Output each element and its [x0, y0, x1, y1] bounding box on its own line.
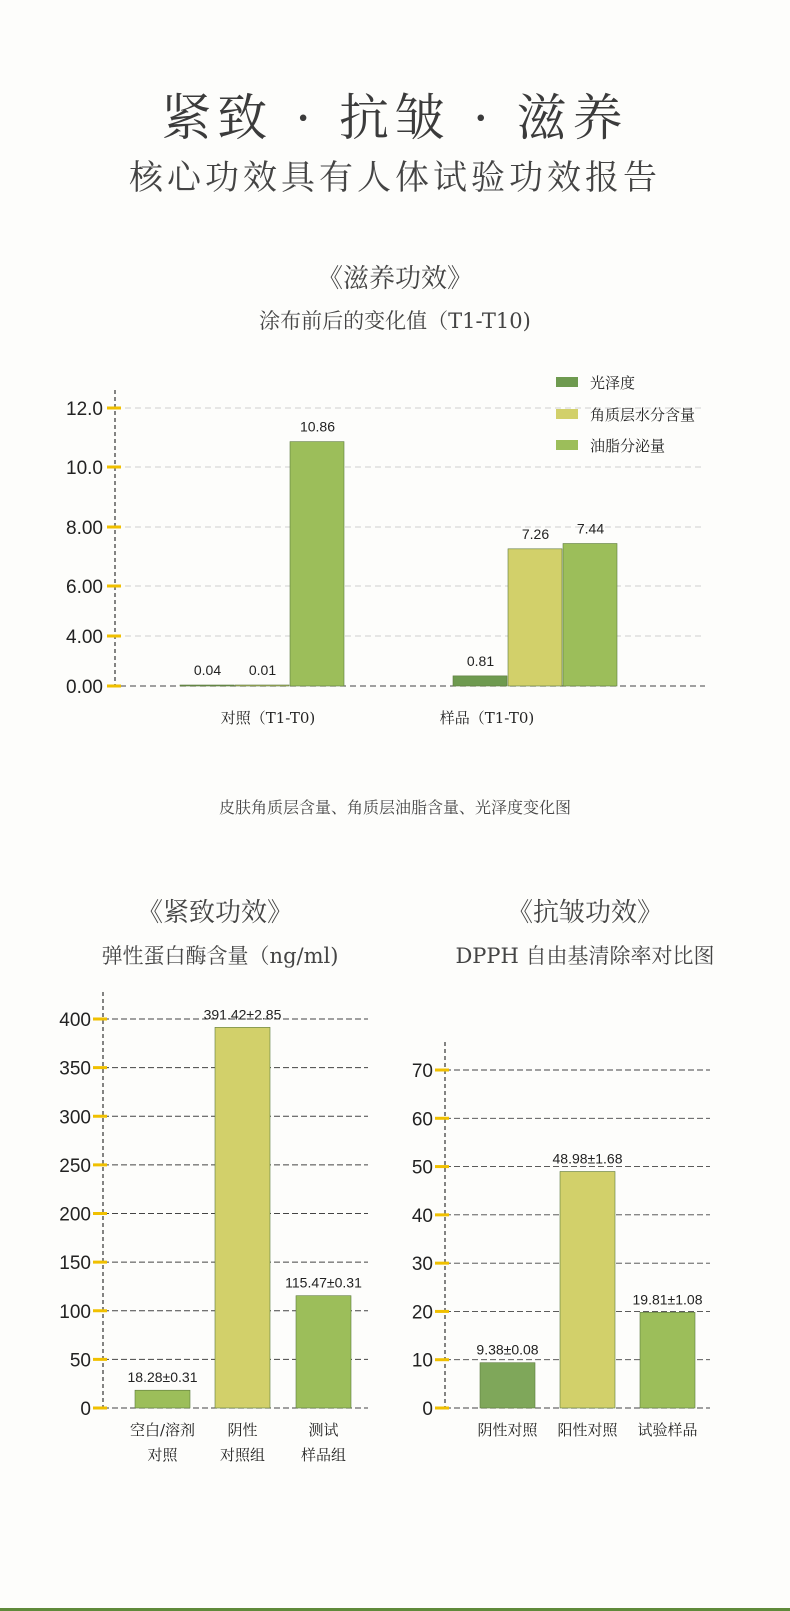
y-tick-label: 0: [80, 1399, 91, 1420]
y-tick-label: 0.00: [66, 677, 103, 698]
nourish-bar-chart: [0, 360, 790, 760]
data-label: 0.81: [466, 652, 495, 669]
data-label: 7.44: [576, 520, 605, 537]
antiwrinkle-section-subtitle: DPPH 自由基清除率对比图: [455, 944, 715, 968]
bar: [560, 1171, 615, 1408]
page-subtitle: 核心功效具有人体试验功效报告: [129, 158, 661, 198]
firming-section-title: 《紧致功效》: [136, 898, 293, 928]
y-tick-label: 150: [59, 1253, 91, 1275]
y-tick-label: 300: [59, 1107, 91, 1129]
bar: [215, 1027, 270, 1408]
y-tick-label: 50: [411, 1157, 433, 1179]
x-category-label: 样品（T1-T0): [439, 709, 535, 727]
y-tick-label: 10: [411, 1350, 433, 1372]
page-title: 紧致 · 抗皱 · 滋养: [161, 89, 629, 147]
y-tick-label: 0: [422, 1399, 433, 1420]
legend-swatch: [556, 440, 578, 450]
bar: [563, 544, 617, 686]
x-category-label: 样品组: [300, 1446, 347, 1464]
legend-swatch: [556, 377, 578, 387]
data-label: 10.86: [299, 418, 336, 435]
bar: [180, 685, 234, 686]
data-label: 0.01: [248, 662, 277, 678]
data-label: 48.98±1.68: [552, 1150, 623, 1167]
nourish-section-subtitle: 涂布前后的变化值（T1-T10): [259, 309, 531, 333]
bar: [508, 549, 562, 686]
data-label: 391.42±2.85: [203, 1006, 282, 1023]
data-label: 115.47±0.31: [285, 1274, 362, 1291]
x-category-label: 阳性对照: [557, 1421, 618, 1439]
nourish-section-title: 《滋养功效》: [316, 264, 473, 294]
y-tick-label: 350: [59, 1058, 91, 1080]
y-tick-label: 60: [411, 1109, 433, 1131]
x-category-label: 试验样品: [637, 1421, 698, 1439]
x-category-label: 阴性对照: [477, 1421, 538, 1439]
firming-bar-chart: [0, 980, 400, 1480]
y-tick-label: 100: [59, 1301, 91, 1323]
y-tick-label: 400: [59, 1010, 91, 1031]
data-label: 0.04: [193, 662, 222, 678]
antiwrinkle-bar-chart: [400, 980, 790, 1480]
x-category-label: 阴性: [227, 1421, 258, 1439]
bar: [235, 685, 289, 686]
y-tick-label: 8.00: [66, 518, 103, 539]
legend-label: 油脂分泌量: [590, 437, 666, 455]
y-tick-label: 30: [411, 1254, 433, 1276]
y-tick-label: 4.00: [66, 627, 103, 648]
y-tick-label: 20: [411, 1302, 433, 1324]
legend-label: 角质层水分含量: [590, 406, 696, 424]
nourish-chart-caption: 皮肤角质层含量、角质层油脂含量、光泽度变化图: [218, 798, 571, 817]
data-label: 19.81±1.08: [632, 1291, 703, 1308]
bar: [296, 1296, 351, 1408]
y-tick-label: 200: [59, 1204, 91, 1226]
y-tick-label: 70: [411, 1061, 433, 1082]
y-tick-label: 50: [69, 1350, 91, 1372]
y-tick-label: 10.0: [66, 458, 103, 479]
data-label: 18.28±0.31: [127, 1369, 198, 1386]
bar: [640, 1312, 695, 1408]
bar: [135, 1390, 190, 1408]
x-category-label: 测试: [308, 1421, 339, 1439]
x-category-label: 对照（T1-T0): [220, 709, 316, 727]
x-category-label: 对照组: [219, 1446, 266, 1464]
bar: [480, 1363, 535, 1408]
y-tick-label: 6.00: [66, 577, 103, 598]
firming-section-subtitle: 弹性蛋白酶含量（ng/ml): [101, 944, 339, 968]
bar: [453, 676, 507, 686]
data-label: 9.38±0.08: [476, 1341, 539, 1358]
bar: [290, 442, 344, 686]
x-category-label: 对照: [147, 1446, 178, 1464]
y-tick-label: 250: [59, 1155, 91, 1177]
data-label: 7.26: [521, 525, 550, 542]
x-category-label: 空白/溶剂: [129, 1421, 196, 1439]
legend-label: 光泽度: [590, 374, 636, 392]
y-tick-label: 40: [411, 1205, 433, 1227]
antiwrinkle-section-title: 《抗皱功效》: [506, 898, 663, 928]
y-tick-label: 12.0: [66, 399, 103, 420]
legend-swatch: [556, 409, 578, 419]
